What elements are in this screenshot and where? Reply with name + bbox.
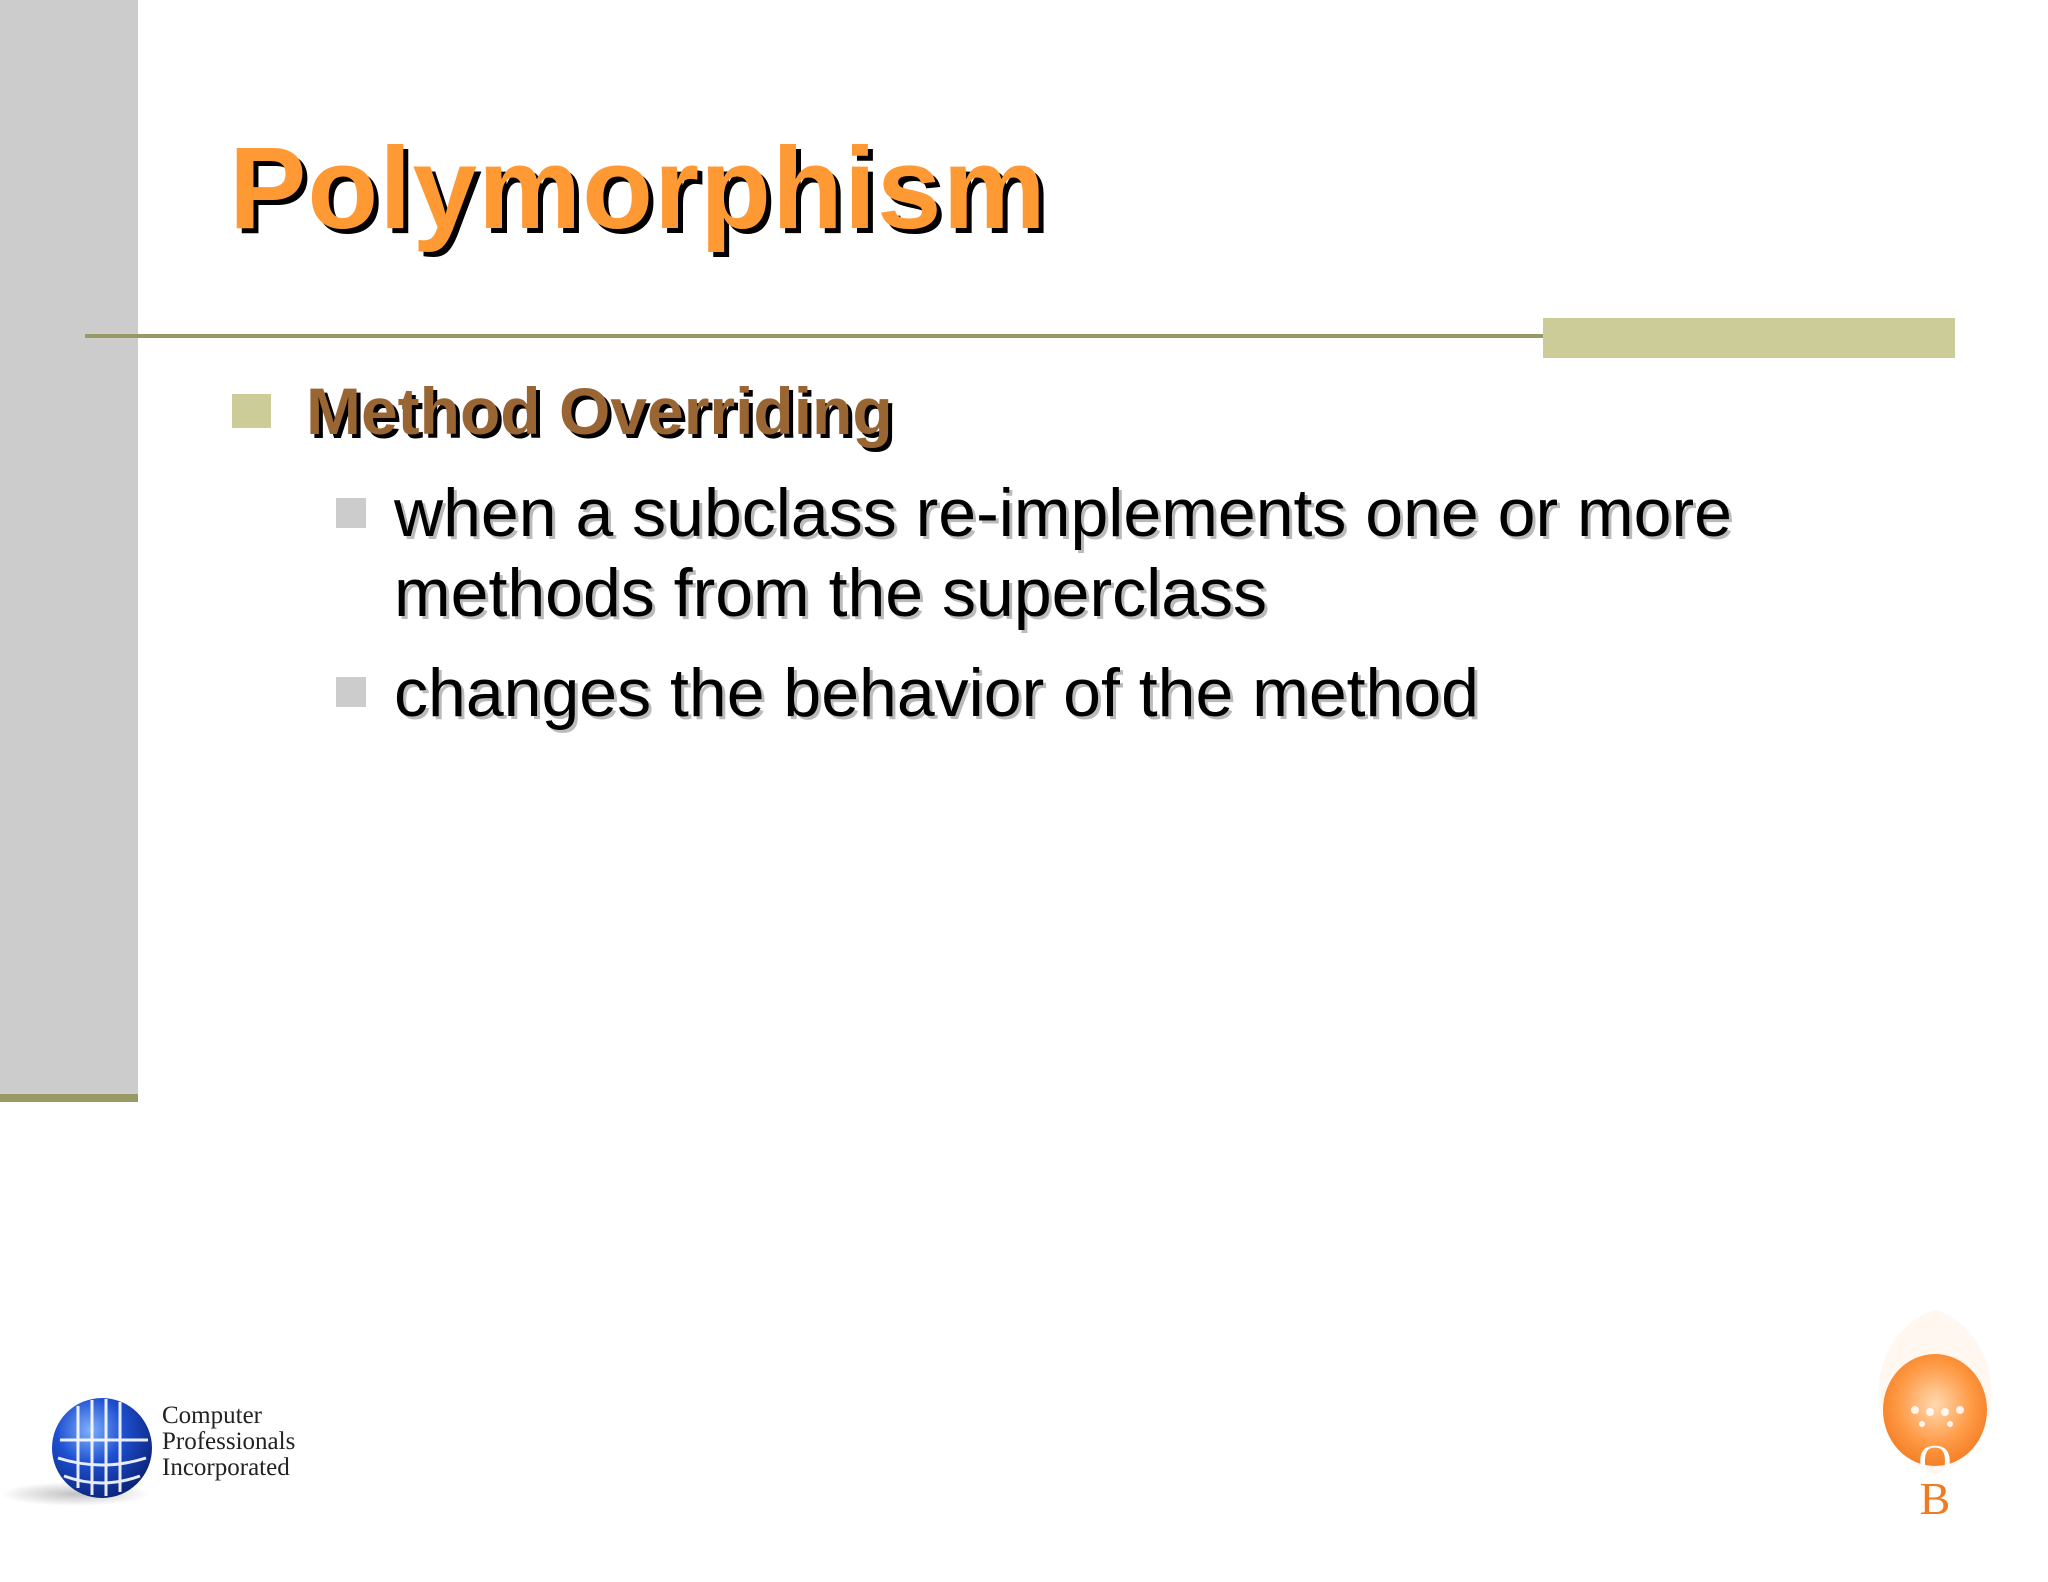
bullet-heading: Method Overriding bbox=[306, 374, 893, 448]
sidebar-divider bbox=[0, 1094, 138, 1102]
bullet-marker-level2 bbox=[336, 677, 366, 707]
title-accent-bar bbox=[1543, 318, 1955, 358]
bullet-marker-level2 bbox=[336, 498, 366, 528]
flame-monogram-icon bbox=[1870, 1300, 2000, 1525]
svg-text:B: B bbox=[1919, 1473, 1951, 1524]
sub-bullet-text: when a subclass re-implements one or more methods from the superclass bbox=[394, 475, 1732, 631]
svg-text:O: O bbox=[1918, 1435, 1952, 1486]
left-sidebar-band bbox=[0, 0, 138, 1094]
company-logo-text: Computer Professionals Incorporated bbox=[162, 1402, 296, 1481]
bullet-marker-level1 bbox=[232, 394, 271, 428]
sub-bullet-text: changes the behavior of the method bbox=[394, 655, 1479, 731]
slide-title: Polymorphism bbox=[229, 123, 1047, 253]
